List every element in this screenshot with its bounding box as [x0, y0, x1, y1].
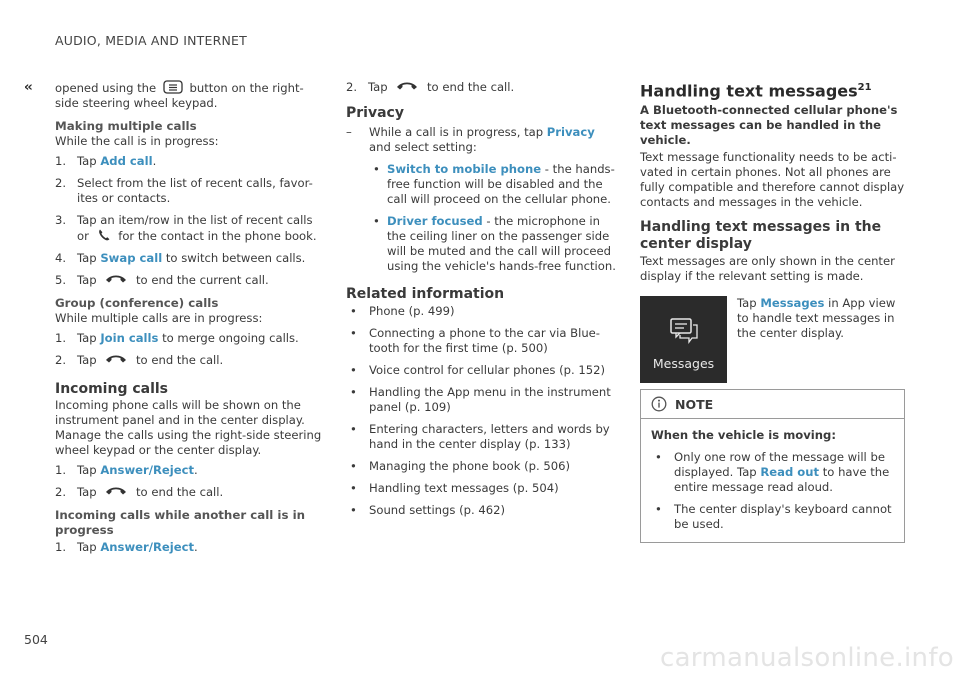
end-call-icon	[105, 486, 127, 496]
text-messages-heading: Handling text messages$^{21}$	[640, 81, 872, 101]
related-link[interactable]: • Handling text messages (p. 504)	[350, 481, 559, 495]
message-bubbles-icon	[670, 318, 698, 344]
watermark: carmanualsonline.info	[659, 643, 954, 673]
related-link[interactable]: • Phone (p. 499)	[350, 304, 455, 318]
related-link[interactable]: • Sound settings (p. 462)	[350, 503, 506, 517]
making-multiple-calls-heading: Making multiple calls	[55, 119, 197, 133]
related-information-heading: Related information	[346, 286, 505, 302]
messages-app-tile[interactable]	[640, 296, 727, 383]
related-link[interactable]: • Entering characters, letters and words by hand in the center display (p. 133)	[350, 422, 610, 451]
swap-call-button[interactable]: Swap call	[100, 251, 163, 265]
note-title: NOTE	[675, 396, 714, 412]
list-item: 1. Tap Answer/Reject.	[55, 540, 198, 554]
privacy-heading: Privacy	[346, 105, 404, 121]
privacy-button[interactable]: Privacy	[546, 125, 595, 139]
join-calls-button[interactable]: Join calls	[100, 331, 159, 345]
answer-reject-button[interactable]: Answer/Reject	[100, 463, 195, 477]
column-1	[55, 80, 325, 555]
list-item: 1. Tap Join calls to merge ongoing calls.	[55, 331, 299, 345]
list-item: 2. Tap to end the call.	[55, 485, 224, 499]
related-link[interactable]: • Managing the phone book (p. 506)	[350, 459, 571, 473]
switch-to-mobile-phone-option[interactable]: Switch to mobile phone	[387, 162, 542, 176]
page-number: 504	[24, 632, 48, 647]
text-messages-lead: A Bluetooth-connected cellular phone's text messages can be handled in the vehicle.	[640, 103, 898, 148]
keypad-list-icon	[163, 80, 183, 94]
column-2	[346, 80, 616, 518]
driver-focused-option[interactable]: Driver focused	[387, 214, 483, 228]
column-3	[640, 78, 905, 543]
list-item: 2. Select from the list of recent calls, favor-ites or contacts.	[55, 176, 313, 205]
group-calls-heading: Group (conference) calls	[55, 296, 219, 310]
related-link[interactable]: • Handling the App menu in the instrument panel (p. 109)	[350, 385, 611, 414]
section-header: AUDIO, MEDIA AND INTERNET	[55, 33, 247, 48]
incoming-calls-heading: Incoming calls	[55, 381, 169, 397]
info-icon	[651, 396, 667, 412]
list-item: 5. Tap to end the current call.	[55, 273, 269, 287]
incoming-calls-body: Incoming phone calls will be shown on the instrument panel and in the center display. Manage the calls using the right-side steering wheel keypad or the center display.	[55, 398, 322, 457]
center-display-body: Text messages are only shown in the center display if the relevant setting is made.	[640, 254, 895, 284]
footnote-marker: 21	[857, 82, 872, 93]
note-subheading: When the vehicle is moving:	[651, 428, 836, 443]
related-link[interactable]: • Connecting a phone to the car via Blue-tooth for the first time (p. 500)	[350, 326, 600, 355]
list-item: 2. Tap to end the call.	[55, 353, 224, 367]
list-item: 1. Tap Answer/Reject.	[55, 463, 198, 477]
messages-instruction: Tap Messages in App view to handle text messages in the center display.	[737, 296, 896, 341]
note-header	[641, 396, 904, 419]
list-item: 2. Tap to end the call.	[346, 80, 515, 94]
answer-reject-button[interactable]: Answer/Reject	[100, 540, 195, 554]
related-link[interactable]: • Voice control for cellular phones (p. 152)	[350, 363, 606, 377]
group-calls-lead: While multiple calls are in progress:	[55, 311, 263, 325]
incoming-while-call-heading: Incoming calls while another call is in progress	[55, 508, 306, 537]
list-item: 1. Tap Add call.	[55, 154, 157, 168]
privacy-instruction: – While a call is in progress, tap Privacy and select setting:	[346, 125, 595, 154]
list-item: 3. Tap an item/row in the list of recent calls or for the contact in the phone book.	[55, 213, 317, 243]
intro-paragraph: opened using the button on the right-side steering wheel keypad.	[55, 81, 304, 110]
list-item: • Driver focused - the microphone in the ceiling liner on the passenger side will be muted and the call will proceed using the vehicle's hands-free function.	[373, 214, 616, 273]
add-call-button[interactable]: Add call	[100, 154, 153, 168]
messages-link[interactable]: Messages	[760, 296, 825, 311]
messages-tile-label: Messages	[652, 356, 715, 372]
read-out-button[interactable]: Read out	[760, 465, 820, 480]
list-item: • Only one row of the message will be displayed. Tap Read out to have the entire message read aloud.	[655, 450, 890, 495]
end-call-icon	[105, 274, 127, 284]
continued-arrows-icon: ‹‹	[24, 80, 31, 95]
list-item: • Switch to mobile phone - the hands-free function will be disabled and the call will proceed on the cellular phone.	[373, 162, 615, 206]
list-item: • The center display's keyboard cannot be used.	[655, 502, 892, 532]
making-calls-lead: While the call is in progress:	[55, 134, 219, 148]
phone-receiver-icon	[97, 228, 111, 242]
end-call-icon	[105, 354, 127, 364]
list-item: 4. Tap Swap call to switch between calls.	[55, 251, 306, 265]
messages-app-block	[640, 290, 905, 372]
center-display-heading: Handling text messages in the center display	[640, 219, 882, 253]
note-box	[640, 389, 905, 543]
text-messages-body: Text message functionality needs to be acti-vated in certain phones. Not all phones are fully compatible and therefore cannot display contacts and messages in the vehicle.	[640, 150, 905, 210]
end-call-icon	[396, 81, 418, 91]
